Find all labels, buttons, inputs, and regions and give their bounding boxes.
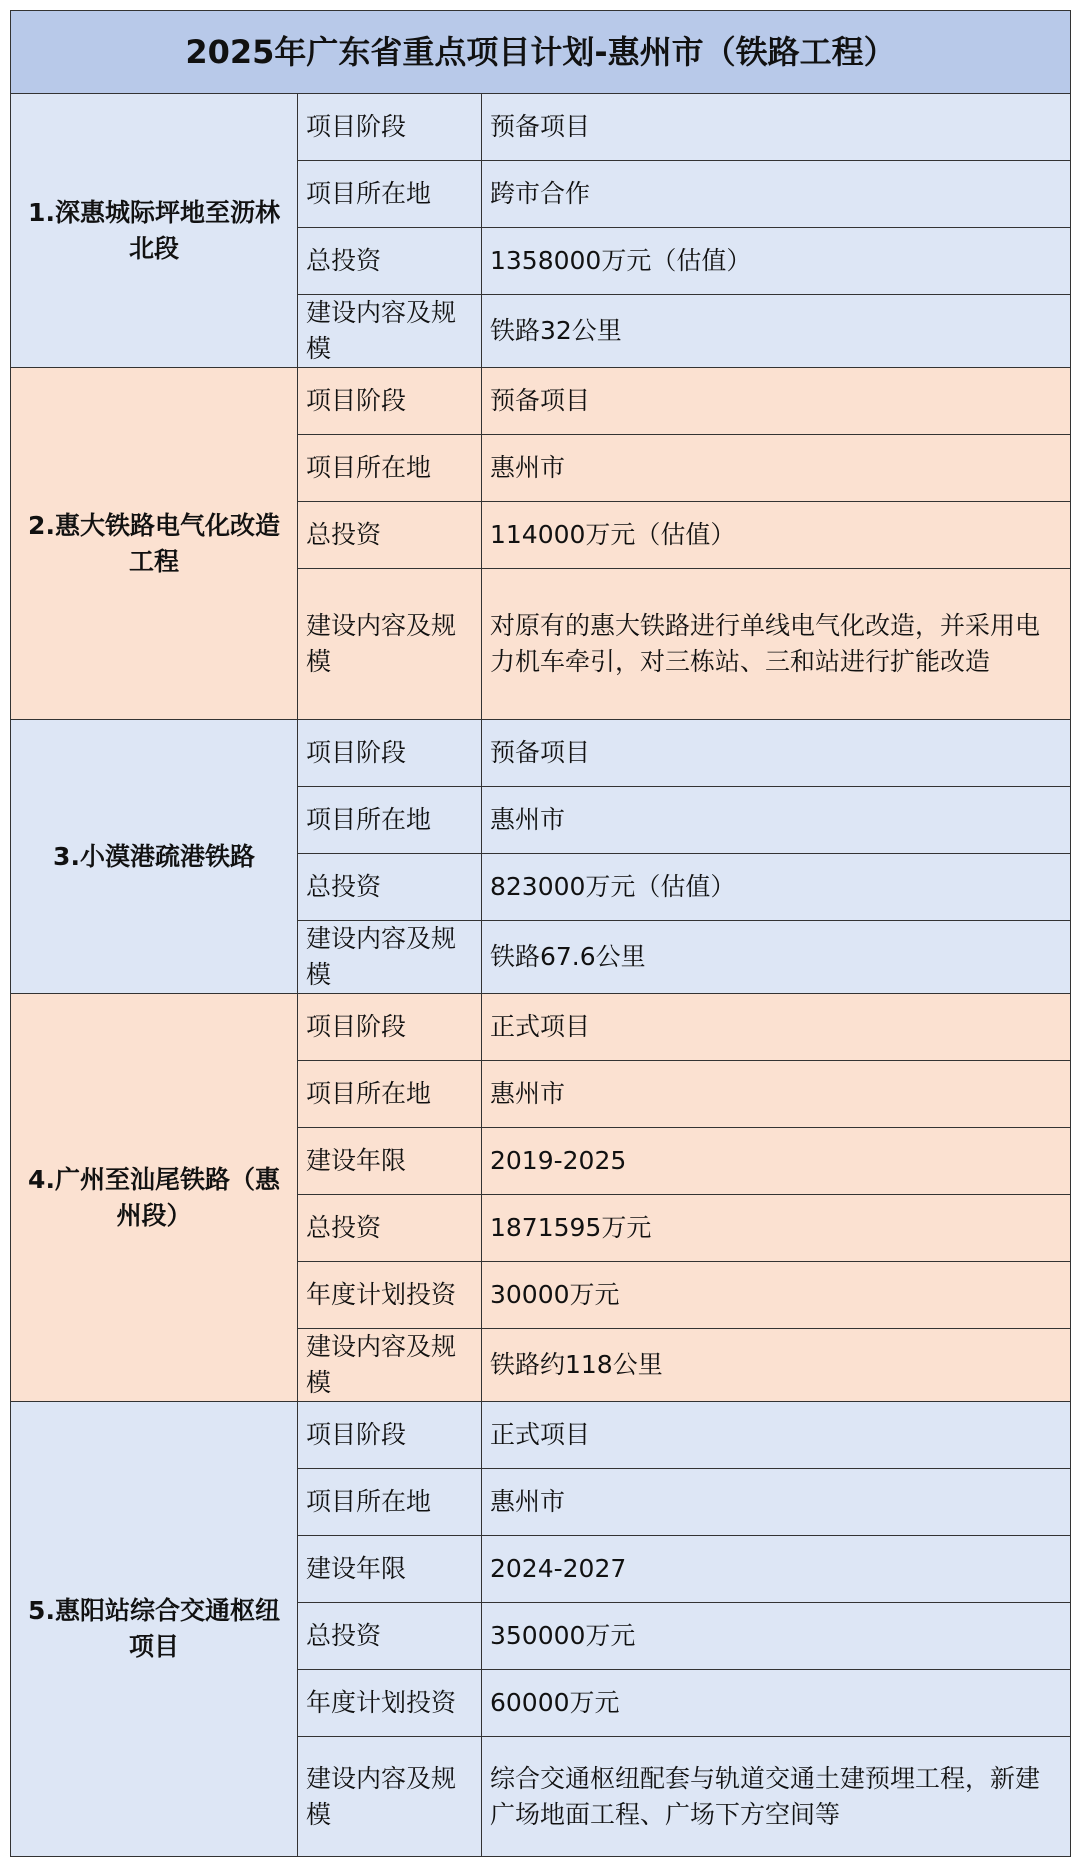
row-value: 对原有的惠大铁路进行单线电气化改造，并采用电力机车牵引，对三栋站、三和站进行扩能改造 xyxy=(482,569,1071,720)
row-value: 铁路约118公里 xyxy=(482,1329,1071,1402)
table-row xyxy=(11,94,1071,161)
row-value: 1358000万元（估值） xyxy=(482,228,1071,295)
row-value: 惠州市 xyxy=(482,1061,1071,1128)
row-label: 项目阶段 xyxy=(298,720,482,787)
row-value: 铁路32公里 xyxy=(482,295,1071,368)
row-label: 总投资 xyxy=(298,854,482,921)
row-label: 项目阶段 xyxy=(298,1402,482,1469)
project-name: 3.小漠港疏港铁路 xyxy=(11,720,298,994)
project-name: 2.惠大铁路电气化改造工程 xyxy=(11,368,298,720)
table-row xyxy=(11,1402,1071,1469)
row-label: 建设内容及规模 xyxy=(298,569,482,720)
row-value: 350000万元 xyxy=(482,1603,1071,1670)
project-name: 5.惠阳站综合交通枢纽项目 xyxy=(11,1402,298,1857)
row-value: 跨市合作 xyxy=(482,161,1071,228)
row-value: 惠州市 xyxy=(482,787,1071,854)
row-label: 项目所在地 xyxy=(298,1061,482,1128)
row-value: 正式项目 xyxy=(482,1402,1071,1469)
row-label: 总投资 xyxy=(298,1603,482,1670)
row-value: 114000万元（估值） xyxy=(482,502,1071,569)
row-value: 预备项目 xyxy=(482,720,1071,787)
row-label: 年度计划投资 xyxy=(298,1262,482,1329)
row-label: 建设年限 xyxy=(298,1536,482,1603)
row-label: 总投资 xyxy=(298,1195,482,1262)
row-value: 铁路67.6公里 xyxy=(482,921,1071,994)
row-value: 预备项目 xyxy=(482,368,1071,435)
project-table-container xyxy=(10,10,1070,1857)
table-row xyxy=(11,368,1071,435)
table-row xyxy=(11,994,1071,1061)
row-label: 年度计划投资 xyxy=(298,1670,482,1737)
row-label: 总投资 xyxy=(298,228,482,295)
row-value: 正式项目 xyxy=(482,994,1071,1061)
row-value: 2024-2027 xyxy=(482,1536,1071,1603)
row-label: 建设年限 xyxy=(298,1128,482,1195)
project-name: 1.深惠城际坪地至沥林北段 xyxy=(11,94,298,368)
row-label: 项目阶段 xyxy=(298,94,482,161)
row-label: 建设内容及规模 xyxy=(298,1737,482,1857)
row-label: 项目所在地 xyxy=(298,435,482,502)
row-value: 惠州市 xyxy=(482,435,1071,502)
row-label: 总投资 xyxy=(298,502,482,569)
row-label: 项目所在地 xyxy=(298,161,482,228)
row-value: 823000万元（估值） xyxy=(482,854,1071,921)
row-label: 项目所在地 xyxy=(298,1469,482,1536)
row-label: 建设内容及规模 xyxy=(298,921,482,994)
row-label: 建设内容及规模 xyxy=(298,1329,482,1402)
table-title: 2025年广东省重点项目计划-惠州市（铁路工程） xyxy=(11,11,1071,94)
row-value: 60000万元 xyxy=(482,1670,1071,1737)
row-value: 惠州市 xyxy=(482,1469,1071,1536)
row-value: 预备项目 xyxy=(482,94,1071,161)
row-value: 30000万元 xyxy=(482,1262,1071,1329)
row-value: 1871595万元 xyxy=(482,1195,1071,1262)
row-value: 2019-2025 xyxy=(482,1128,1071,1195)
project-name: 4.广州至汕尾铁路（惠州段） xyxy=(11,994,298,1402)
row-value: 综合交通枢纽配套与轨道交通土建预埋工程，新建广场地面工程、广场下方空间等 xyxy=(482,1737,1071,1857)
project-table xyxy=(10,10,1071,1857)
table-row xyxy=(11,720,1071,787)
row-label: 项目所在地 xyxy=(298,787,482,854)
row-label: 建设内容及规模 xyxy=(298,295,482,368)
row-label: 项目阶段 xyxy=(298,994,482,1061)
row-label: 项目阶段 xyxy=(298,368,482,435)
